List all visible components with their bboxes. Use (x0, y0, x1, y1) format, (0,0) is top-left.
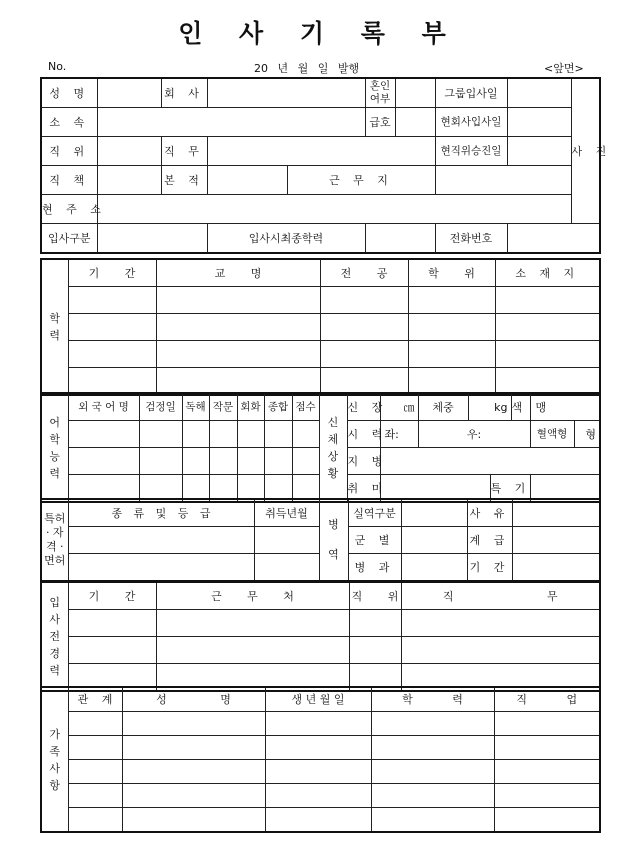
table-row (41, 368, 600, 396)
military-rank-field[interactable] (512, 527, 600, 554)
color-blind-label: 색 맹 (511, 393, 530, 421)
table-row (41, 808, 600, 833)
front-side-label: <앞면> (544, 62, 584, 75)
grade-field[interactable] (395, 108, 435, 137)
language-header-name: 외 국 어 명 (68, 393, 139, 421)
disease-label: 지 병 (347, 448, 380, 475)
role-field[interactable] (97, 166, 161, 195)
vision-label: 시 력 (347, 421, 380, 448)
language-header-reading: 독해 (182, 393, 209, 421)
language-section-label: 어 학 능 력 (41, 393, 68, 502)
table-row (41, 610, 600, 637)
weight-label: 체중 (418, 393, 468, 421)
page-title: 인 사 기 록 부 (178, 19, 460, 48)
dept-label: 소 속 (41, 108, 97, 137)
table-row (41, 760, 600, 784)
license-header-type: 종 류 및 등 급 (68, 499, 254, 527)
education-header-major: 전 공 (320, 259, 408, 287)
vision-left-label: 좌: (380, 421, 418, 448)
license-header-date: 취득년월 (254, 499, 319, 527)
name-label: 성 명 (41, 78, 97, 108)
military-branch-field[interactable] (401, 527, 467, 554)
military-branch-label: 군 별 (348, 527, 401, 554)
military-reason-field[interactable] (512, 499, 600, 527)
table-row (41, 637, 600, 664)
company-join-label: 현회사입사일 (435, 108, 507, 137)
education-header-degree: 학 위 (408, 259, 495, 287)
address-field[interactable] (97, 195, 571, 224)
company-label: 회 사 (161, 78, 207, 108)
workplace-label: 근 무 지 (287, 166, 435, 195)
career-header-rank: 직 위 (349, 582, 401, 610)
hire-type-field[interactable] (97, 224, 207, 254)
company-join-field[interactable] (507, 108, 571, 137)
career-header-employer: 근 무 처 (156, 582, 349, 610)
document-number-label: No. (48, 60, 67, 73)
career-table (40, 581, 601, 692)
family-header-relation: 관 계 (68, 687, 122, 712)
blood-type-label: 혈액형 (530, 421, 574, 448)
weight-unit: kg (468, 393, 511, 421)
rank-label: 직 위 (41, 137, 97, 166)
military-rank-label: 계 급 (467, 527, 512, 554)
license-military-table (40, 498, 601, 582)
family-header-education: 학 력 (371, 687, 494, 712)
marital-field[interactable] (395, 78, 435, 108)
military-period-field[interactable] (512, 554, 600, 582)
workplace-field[interactable] (435, 166, 571, 195)
marital-label: 혼인 여부 (365, 78, 395, 108)
family-section-label: 가 족 사 항 (41, 687, 68, 832)
table-row (41, 712, 600, 736)
family-header-name: 성 명 (122, 687, 265, 712)
name-field[interactable] (97, 78, 161, 108)
career-header-duty: 직 무 (401, 582, 600, 610)
career-section-label: 입 사 전 경 력 (41, 582, 68, 691)
disease-field[interactable] (380, 448, 600, 475)
language-header-score: 점수 (292, 393, 319, 421)
origin-field[interactable] (207, 166, 287, 195)
address-label: 현 주 소 (41, 195, 97, 224)
grade-label: 급호 (365, 108, 395, 137)
phone-label: 전화번호 (435, 224, 507, 254)
language-header-test-date: 검정일 (139, 393, 182, 421)
blood-type-unit: 형 (574, 421, 600, 448)
basic-info-table (40, 77, 612, 254)
education-header-school: 교 명 (156, 259, 320, 287)
height-unit: ㎝ (380, 393, 418, 421)
rank-promo-label: 현직위승진일 (435, 137, 507, 166)
company-field[interactable] (207, 78, 365, 108)
language-physical-table (40, 392, 601, 503)
issue-date-label: 20 년 월 일 발행 (254, 62, 360, 75)
table-row (41, 314, 600, 341)
table-row (41, 341, 600, 368)
language-header-overall: 종합 (264, 393, 292, 421)
education-header-location: 소 재 지 (495, 259, 600, 287)
military-specialty-field[interactable] (401, 554, 467, 582)
table-row (41, 287, 600, 314)
family-header-birth: 생 년 월 일 (265, 687, 371, 712)
edu-at-hire-field[interactable] (365, 224, 435, 254)
phone-field[interactable] (507, 224, 600, 254)
rank-promo-field[interactable] (507, 137, 571, 166)
group-join-field[interactable] (507, 78, 571, 108)
language-header-writing: 작문 (209, 393, 237, 421)
physical-section-label: 신체 상황 (319, 393, 347, 502)
family-header-occupation: 직 업 (494, 687, 600, 712)
education-header-period: 기 간 (68, 259, 156, 287)
family-table (40, 686, 601, 833)
height-label: 신 장 (347, 393, 380, 421)
edu-at-hire-label: 입사시최종학력 (207, 224, 365, 254)
photo-box[interactable]: 사 진 (571, 78, 600, 224)
origin-label: 본 적 (161, 166, 207, 195)
group-join-label: 그룹입사일 (435, 78, 507, 108)
career-header-period: 기 간 (68, 582, 156, 610)
special-skill-label: 특 기 (490, 475, 530, 503)
vision-right-label: 우: (418, 421, 530, 448)
role-label: 직 책 (41, 166, 97, 195)
table-row (41, 784, 600, 808)
duty-field[interactable] (207, 137, 435, 166)
military-service-label: 실역구분 (348, 499, 401, 527)
language-header-speaking: 회화 (237, 393, 264, 421)
military-section-label: 병 역 (319, 499, 348, 581)
education-table (40, 258, 601, 396)
table-row (41, 736, 600, 760)
rank-field[interactable] (97, 137, 161, 166)
military-specialty-label: 병 과 (348, 554, 401, 582)
military-service-field[interactable] (401, 499, 467, 527)
military-reason-label: 사 유 (467, 499, 512, 527)
dept-field[interactable] (97, 108, 365, 137)
education-section-label: 학 력 (41, 259, 68, 395)
military-period-label: 기 간 (467, 554, 512, 582)
duty-label: 직 무 (161, 137, 207, 166)
hire-type-label: 입사구분 (41, 224, 97, 254)
hobby-label: 취 미 (347, 475, 380, 503)
license-section-label: 특허 · 자격 · 면허 (41, 499, 68, 581)
